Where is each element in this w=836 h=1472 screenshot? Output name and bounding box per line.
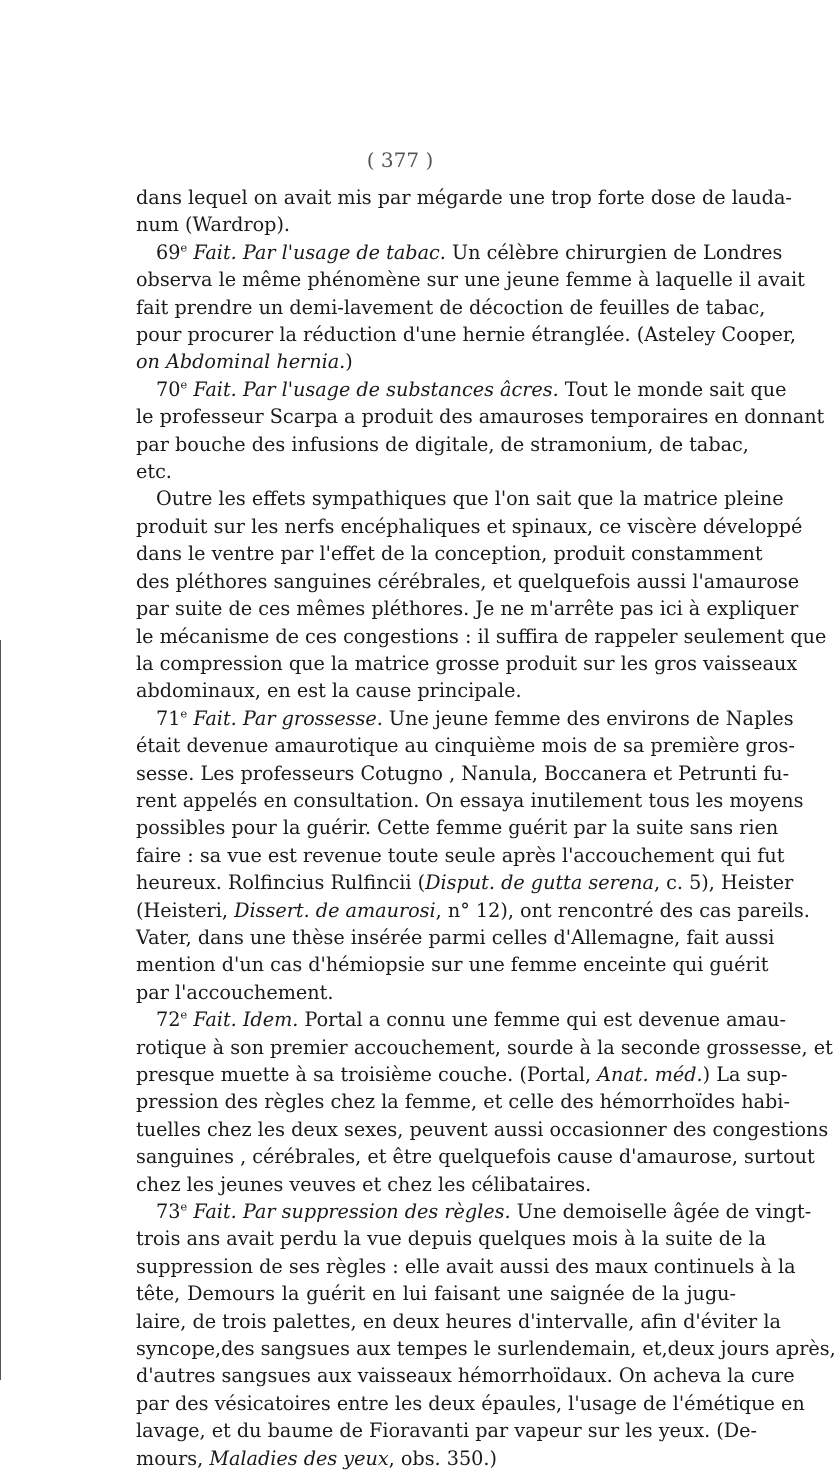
text-line: syncope,des sangsues aux tempes le surlendemain, et,deux jours après, <box>136 1337 836 1361</box>
binding-edge-line <box>0 640 1 1380</box>
text-line: abdominaux, en est la cause principale. <box>136 679 522 703</box>
italic-text: Anat. méd. <box>597 1063 703 1086</box>
text-run: ) <box>345 350 353 374</box>
text-line <box>136 1198 812 1225</box>
text-line: fait prendre un demi-lavement de décoction de feuilles de tabac, <box>136 295 766 319</box>
text-line <box>136 869 794 896</box>
text-run: , n° 12), ont rencontré des cas pareils. <box>435 898 810 922</box>
text-run: , obs. 350.) <box>388 1446 497 1470</box>
text-run: 72 <box>156 1008 181 1032</box>
text-line: sanguines , cérébrales, et être quelquefois cause d'amaurose, surtout <box>136 1145 815 1169</box>
text-line: par bouche des infusions de digitale, de stramonium, de tabac, <box>136 432 749 456</box>
body-text <box>136 184 836 1472</box>
text-line <box>136 1006 786 1033</box>
text-line <box>136 897 810 924</box>
text-line: sesse. Les professeurs Cotugno , Nanula, Boccanera et Petrunti fu- <box>136 761 790 785</box>
text-line <box>136 239 783 266</box>
text-line: possibles pour la guérir. Cette femme guérit par la suite sans rien <box>136 816 779 840</box>
text-line: d'autres sangsues aux vaisseaux hémorrhoïdaux. On acheva la cure <box>136 1364 795 1388</box>
text-line: par l'accouchement. <box>136 980 334 1004</box>
text-line: Vater, dans une thèse insérée parmi celles d'Allemagne, fait aussi <box>136 925 775 949</box>
italic-text: Fait. Par l'usage de substances âcres. <box>193 377 559 401</box>
ordinal-suffix: e <box>180 1199 188 1214</box>
text-line: lavage, et du baume de Fioravanti par vapeur sur les yeux. (De- <box>136 1419 757 1443</box>
ordinal-suffix: e <box>180 240 188 255</box>
text-line: rent appelés en consultation. On essaya inutilement tous les moyens <box>136 788 804 812</box>
text-line: chez les jeunes veuves et chez les célibataires. <box>136 1172 592 1196</box>
text-line: etc. <box>136 460 172 484</box>
text-line: num (Wardrop). <box>136 213 291 237</box>
ordinal-suffix: e <box>180 1007 188 1022</box>
text-line: par des vésicatoires entre les deux épaules, l'usage de l'émétique en <box>136 1391 805 1415</box>
page-number: ( 377 ) <box>366 148 434 172</box>
text-line: par suite de ces mêmes pléthores. Je ne m'arrête pas ici à expliquer <box>136 597 799 621</box>
text-line: faire : sa vue est revenue toute seule après l'accouchement qui fut <box>136 843 785 867</box>
text-run: mours, <box>136 1446 210 1470</box>
text-line: suppression de ses règles : elle avait aussi des maux continuels à la <box>136 1254 796 1278</box>
text-line: mention d'un cas d'hémiopsie sur une femme enceinte qui guérit <box>136 953 769 977</box>
text-line: dans le ventre par l'effet de la conception, produit constamment <box>136 542 763 566</box>
text-line: produit sur les nerfs encéphaliques et spinaux, ce viscère développé <box>136 514 803 538</box>
text-line <box>136 348 736 375</box>
italic-text: Maladies des yeux <box>209 1446 389 1470</box>
text-line: pour procurer la réduction d'une hernie étranglée. (Asteley Cooper, <box>136 323 797 347</box>
text-line: trois ans avait perdu la vue depuis quelques mois à la suite de la <box>136 1227 767 1251</box>
text-line <box>136 376 787 403</box>
text-run: (Heisteri, <box>136 898 235 922</box>
text-run: heureux. Rolfincius Rulfincii ( <box>136 871 426 895</box>
text-line: observa le même phénomène sur une jeune femme à laquelle il avait <box>136 268 805 292</box>
italic-text: on Abdominal hernia. <box>136 350 346 374</box>
text-run: Un célèbre chirurgien de Londres <box>445 240 783 264</box>
text-run: presque muette à sa troisième couche. (Portal, <box>136 1063 598 1086</box>
text-line: laire, de trois palettes, en deux heures d'intervalle, afin d'éviter la <box>136 1309 781 1333</box>
text-line <box>136 1445 736 1472</box>
italic-text: Fait. Idem. <box>193 1008 299 1032</box>
text-run: , c. 5), Heister <box>653 871 794 895</box>
text-line: le mécanisme de ces congestions : il suffira de rappeler seulement que <box>136 624 827 648</box>
text-run: Portal a connu une femme qui est devenue amau- <box>298 1008 786 1032</box>
text-run: Une jeune femme des environs de Naples <box>382 706 794 730</box>
text-line: tête, Demours la guérit en lui faisant une saignée de la jugu- <box>136 1282 736 1306</box>
text-line <box>136 1061 788 1088</box>
ordinal-suffix: e <box>180 377 188 392</box>
text-line: dans lequel on avait mis par mégarde une trop forte dose de lauda- <box>136 186 792 209</box>
text-line: tuelles chez les deux sexes, peuvent aussi occasionner des congestions <box>136 1117 829 1141</box>
italic-text: Fait. Par l'usage de tabac. <box>193 240 446 264</box>
text-run: Une demoiselle âgée de vingt- <box>510 1200 812 1224</box>
italic-text: Dissert. de amaurosi <box>234 898 436 922</box>
text-line: pression des règles chez la femme, et celle des hémorrhoïdes habi- <box>136 1090 790 1114</box>
text-run: 71 <box>156 706 181 730</box>
text-line: des pléthores sanguines cérébrales, et quelquefois aussi l'amaurose <box>136 569 800 593</box>
text-line: était devenue amaurotique au cinquième mois de sa première gros- <box>136 734 795 758</box>
text-line: rotique à son premier accouchement, sourde à la seconde grossesse, et <box>136 1035 833 1059</box>
text-run: 69 <box>156 240 181 264</box>
text-line: le professeur Scarpa a produit des amauroses temporaires en donnant <box>136 405 825 429</box>
text-line: la compression que la matrice grosse produit sur les gros vaisseaux <box>136 651 798 675</box>
text-line <box>136 705 794 732</box>
text-run: ) La sup- <box>702 1063 788 1086</box>
ordinal-suffix: e <box>180 706 188 721</box>
text-run: 70 <box>156 377 181 401</box>
text-line: Outre les effets sympathiques que l'on sait que la matrice pleine <box>156 487 784 511</box>
italic-text: Fait. Par grossesse. <box>193 706 383 730</box>
italic-text: Disput. de gutta serena <box>425 871 654 895</box>
text-run: Tout le monde sait que <box>558 377 787 401</box>
text-run: 73 <box>156 1200 181 1224</box>
italic-text: Fait. Par suppression des règles. <box>193 1200 511 1224</box>
